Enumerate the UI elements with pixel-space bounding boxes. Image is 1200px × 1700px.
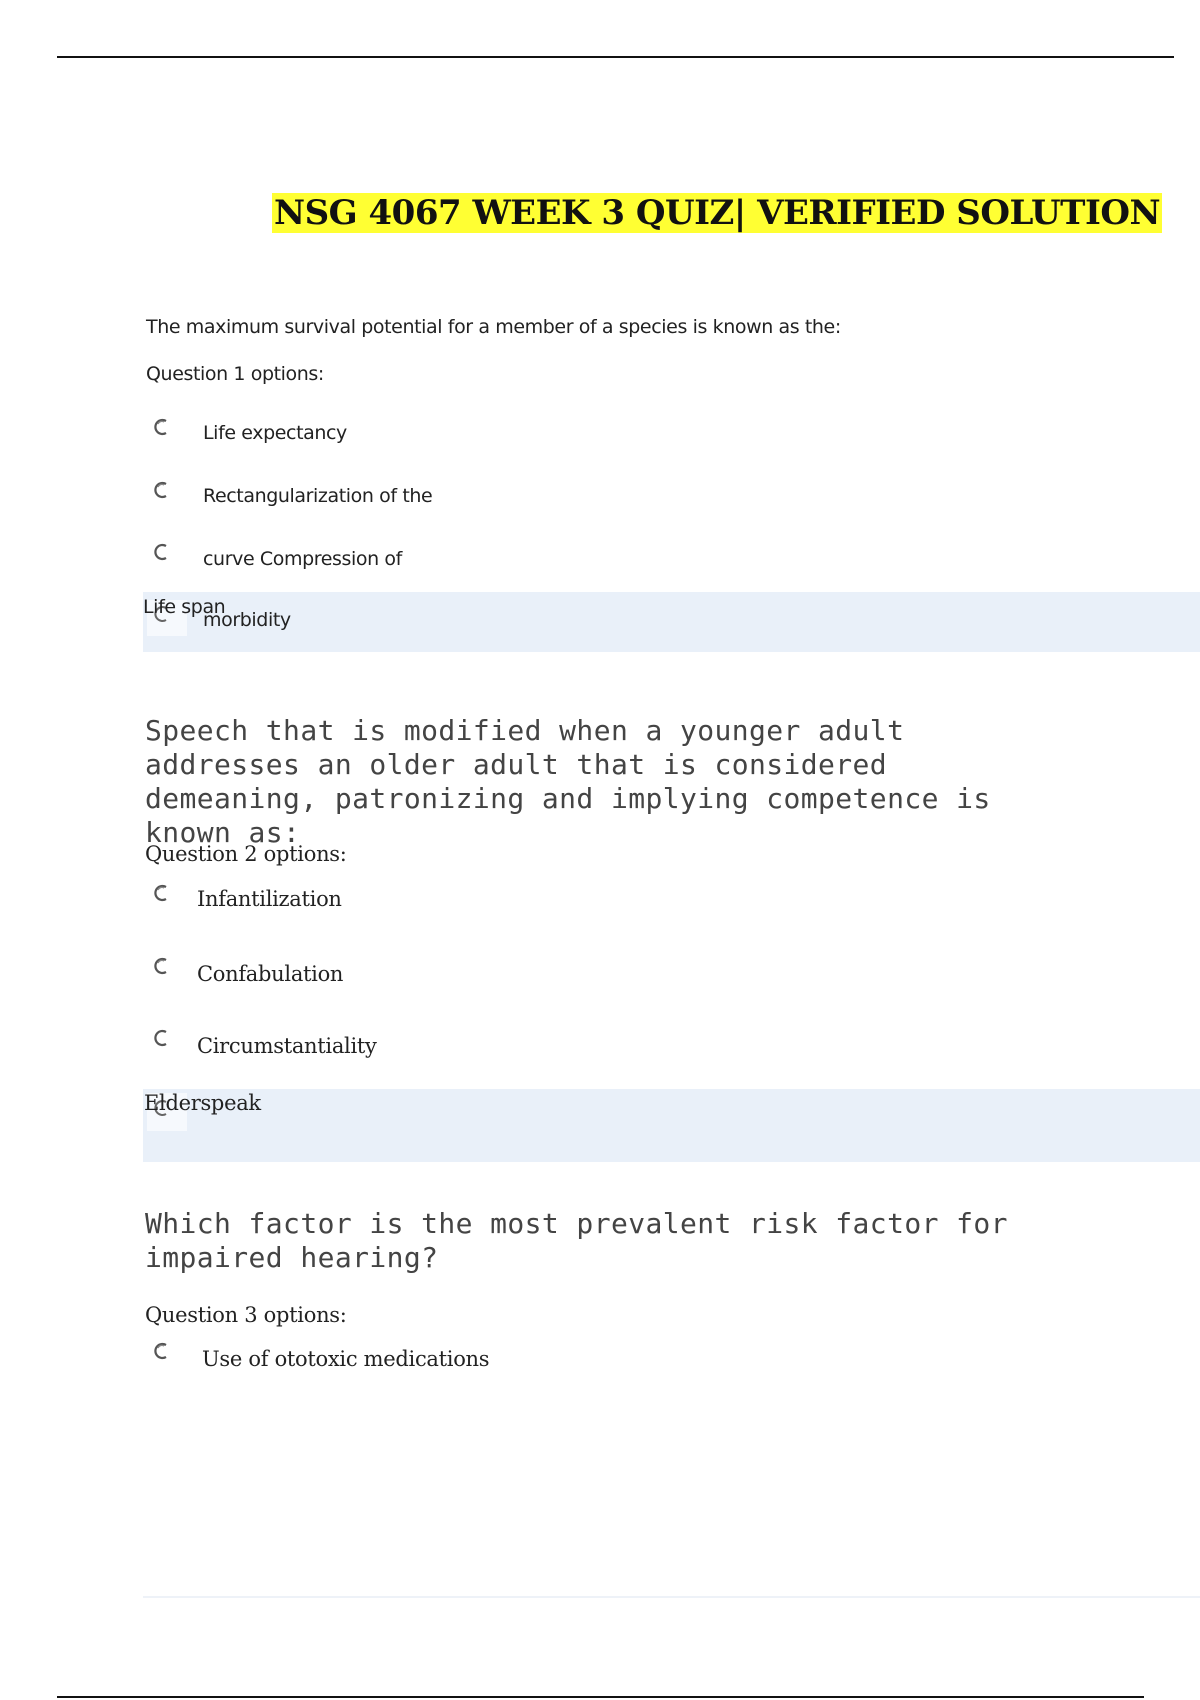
q2-option-1[interactable]: Infantilization [197,887,342,911]
q2-answer: Elderspeak [144,1091,261,1115]
faint-divider [143,1596,1200,1598]
answer-band-1 [143,592,1200,652]
q1-answer: Life span [143,596,226,618]
question-3-prompt: Which factor is the most prevalent risk factor for impaired hearing? [145,1207,1008,1274]
question-3-options-label: Question 3 options: [145,1303,347,1327]
radio-button-icon[interactable] [150,416,172,438]
radio-button-icon[interactable] [150,955,172,977]
question-1-options-label: Question 1 options: [146,363,324,385]
radio-button-icon[interactable] [150,479,172,501]
question-2-prompt: Speech that is modified when a younger adult addresses an older adult that is considered demeaning, patronizing and implying competence is known as: [145,714,991,849]
q1-option-2[interactable]: Rectangularization of the [203,485,433,507]
title-block [272,192,1162,234]
question-2-options-label: Question 2 options: [145,842,347,866]
question-1-prompt: The maximum survival potential for a member of a species is known as the: [146,316,841,338]
q2-option-3[interactable]: Circumstantiality [197,1034,377,1058]
radio-button-icon[interactable] [150,1340,172,1362]
bottom-rule [57,1696,1144,1698]
answer-band-2 [143,1089,1200,1162]
q1-option-1[interactable]: Life expectancy [203,422,347,444]
q1-option-4[interactable]: morbidity [203,609,291,631]
radio-button-icon[interactable] [150,541,172,563]
q3-option-1[interactable]: Use of ototoxic medications [202,1347,490,1371]
q1-option-3[interactable]: curve Compression of [203,548,402,570]
radio-button-icon[interactable] [150,1027,172,1049]
q2-option-2[interactable]: Confabulation [197,962,344,986]
document-title: NSG 4067 WEEK 3 QUIZ| VERIFIED SOLUTION [274,193,1161,233]
top-rule [57,56,1174,58]
radio-button-icon[interactable] [150,882,172,904]
